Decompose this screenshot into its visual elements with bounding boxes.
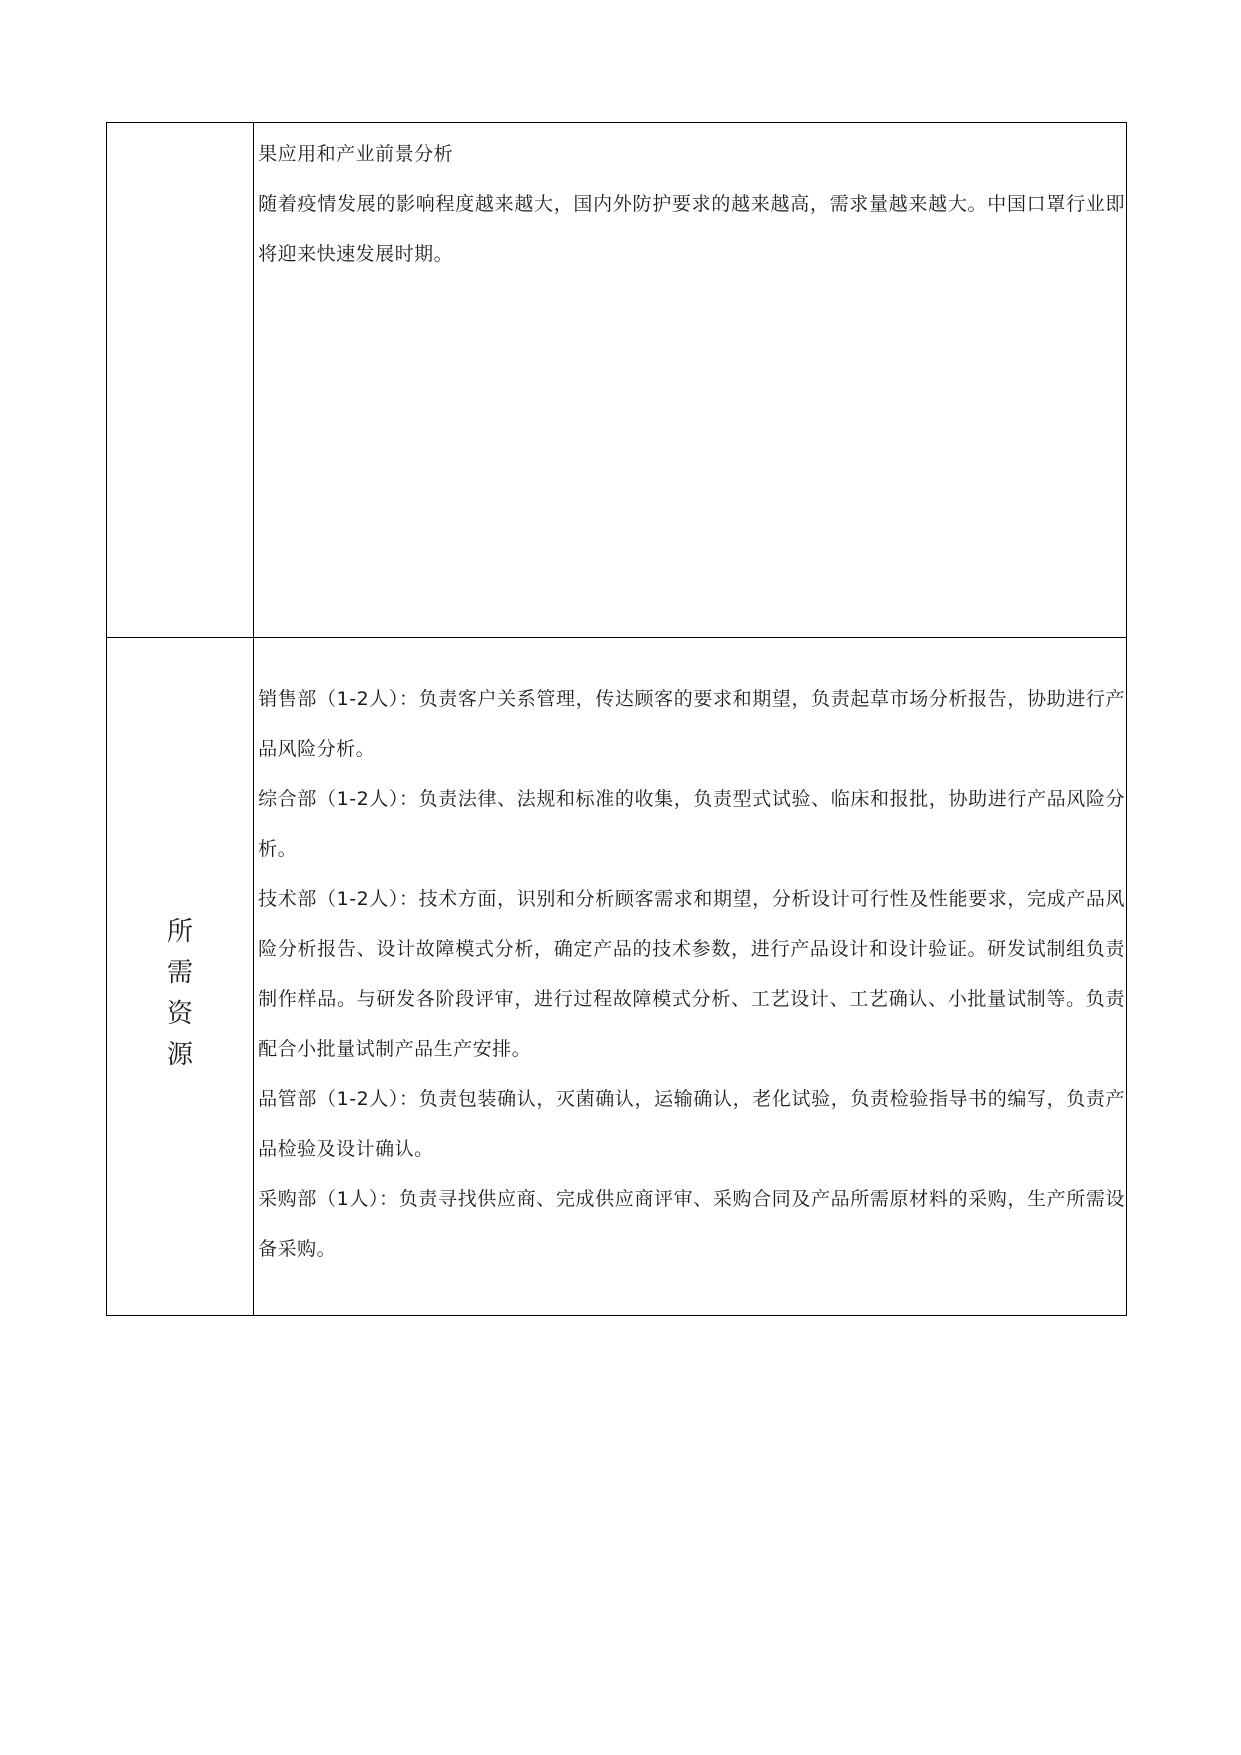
table-row: [107, 123, 1127, 638]
paragraph-demand: 随着疫情发展的影响程度越来越大，国内外防护要求的越来越高，需求量越来越大。中国口罩行业即将迎来快速发展时期。: [258, 193, 1125, 265]
table-row: [107, 638, 1127, 1316]
paragraph-sales-dept: 销售部（1-2人）：负责客户关系管理，传达顾客的要求和期望，负责起草市场分析报告，协助进行产品风险分析。: [258, 688, 1125, 760]
paragraph-qa-dept: 品管部（1-2人）：负责包装确认，灭菌确认，运输确认，老化试验，负责检验指导书的编写，负责产品检验及设计确认。: [258, 1088, 1125, 1160]
content-cell-market-prospects: [254, 123, 1127, 638]
document-table: [106, 122, 1127, 1316]
required-resources-label: 所需资源: [167, 916, 194, 1070]
paragraph-tech-dept: 技术部（1-2人）：技术方面，识别和分析顾客需求和期望，分析设计可行性及性能要求，完成产品风险分析报告、设计故障模式分析，确定产品的技术参数，进行产品设计和设计验证。研发试制组负责制作样品。与研发各阶段评审，进行过程故障模式分析、工艺设计、工艺确认、小批量试制等。负责配合小批量试制产品生产安排。: [258, 888, 1125, 1060]
paragraph-purchasing-dept: 采购部（1人）：负责寻找供应商、完成供应商评审、采购合同及产品所需原材料的采购，生产所需设备采购。: [258, 1188, 1125, 1260]
row-label-cell-empty: [107, 123, 254, 638]
content-cell-resources: [254, 638, 1127, 1316]
paragraph-title: 果应用和产业前景分析: [258, 143, 454, 165]
row-label-cell: [107, 638, 254, 1316]
paragraph-general-dept: 综合部（1-2人）：负责法律、法规和标准的收集，负责型式试验、临床和报批，协助进行产品风险分析。: [258, 788, 1125, 860]
